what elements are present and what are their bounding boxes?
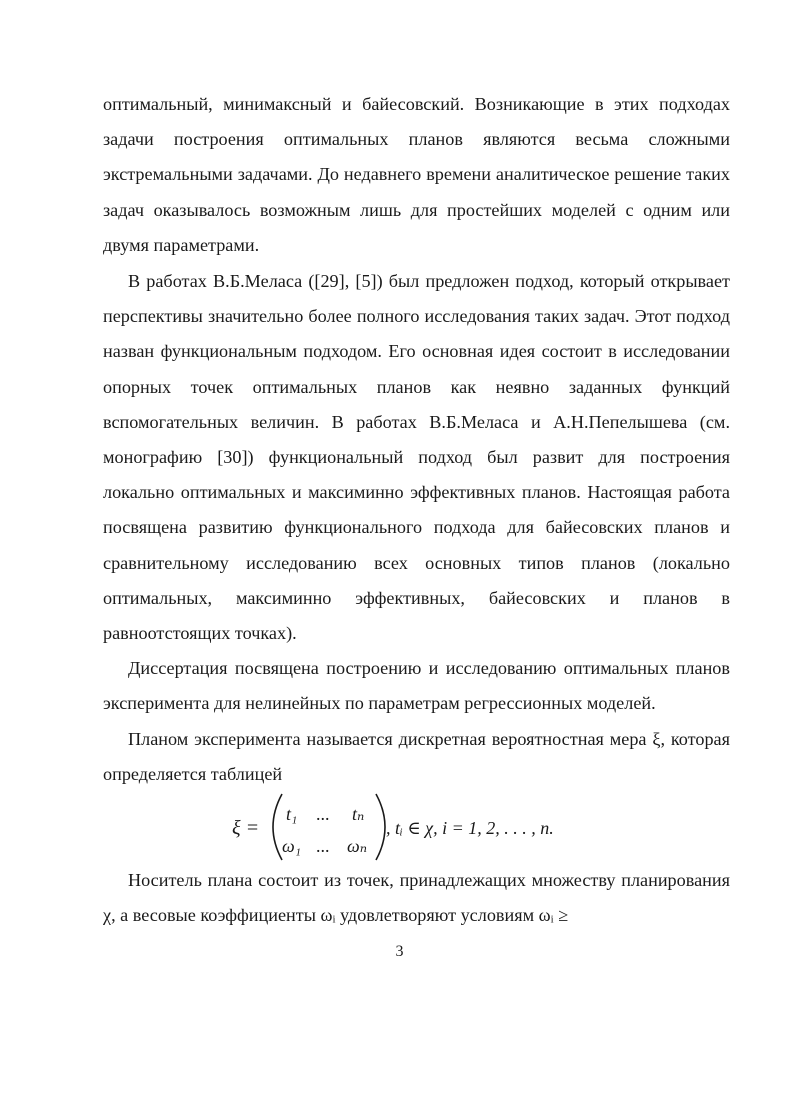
right-paren (376, 794, 385, 860)
matrix-cell-dots-2: ... (316, 836, 330, 856)
paragraph-functional-approach: В работах В.Б.Меласа ([29], [5]) был предложен подход, который открывает перспективы значительно более полного исследования таких задач. Этот подход назван функциональным подходом. Его основная идея состоит в исследовании опорных точек оптимальных планов как неявно заданных функций вспомогательных величин. В работах В.Б.Меласа и А.Н.Пепелышева (см. монографию [30]) функциональный подход был развит для построения локально оптимальных и максиминно эффективных планов. Настоящая работа посвящена развитию функционального подхода для байесовских планов и сравнительному исследованию всех основных типов планов (локально оптимальных, максиминно эффективных, байесовских и планов в равноотстоящих точках). (103, 271, 730, 644)
matrix-cell-wn: ωₙ (347, 836, 368, 856)
design-matrix-formula (220, 790, 640, 864)
formula-condition: , tᵢ ∈ χ, i = 1, 2, . . . , n. (386, 818, 554, 838)
paragraph-design-definition: Планом эксперимента называется дискретная вероятностная мера ξ, которая определяется таблицей (103, 729, 730, 785)
matrix-cell-tn: tₙ (352, 804, 365, 824)
paragraph-continuation: оптимальный, минимаксный и байесовский. Возникающие в этих подходах задачи построения оптимальных планов являются весьма сложными экстремальными задачами. До недавнего времени аналитическое решение таких задач оказывалось возможным лишь для простейших моделей с одним или двумя параметрами. (103, 94, 730, 255)
formula-lhs: ξ = (232, 817, 260, 839)
paragraph-dissertation-topic: Диссертация посвящена построению и исследованию оптимальных планов эксперимента для нелинейных по параметрам регрессионных моделей. (103, 658, 730, 714)
page-number: 3 (395, 943, 404, 960)
left-paren (273, 794, 282, 860)
matrix-cell-t1: t₁ (286, 804, 298, 824)
paragraph-support-points: Носитель плана состоит из точек, принадлежащих множеству планирования χ, а весовые коэффициенты ωᵢ удовлетворяют условиям ωᵢ ≥ (103, 870, 730, 926)
matrix-cell-dots-1: ... (316, 804, 330, 824)
matrix-cell-w1: ω₁ (282, 836, 301, 856)
